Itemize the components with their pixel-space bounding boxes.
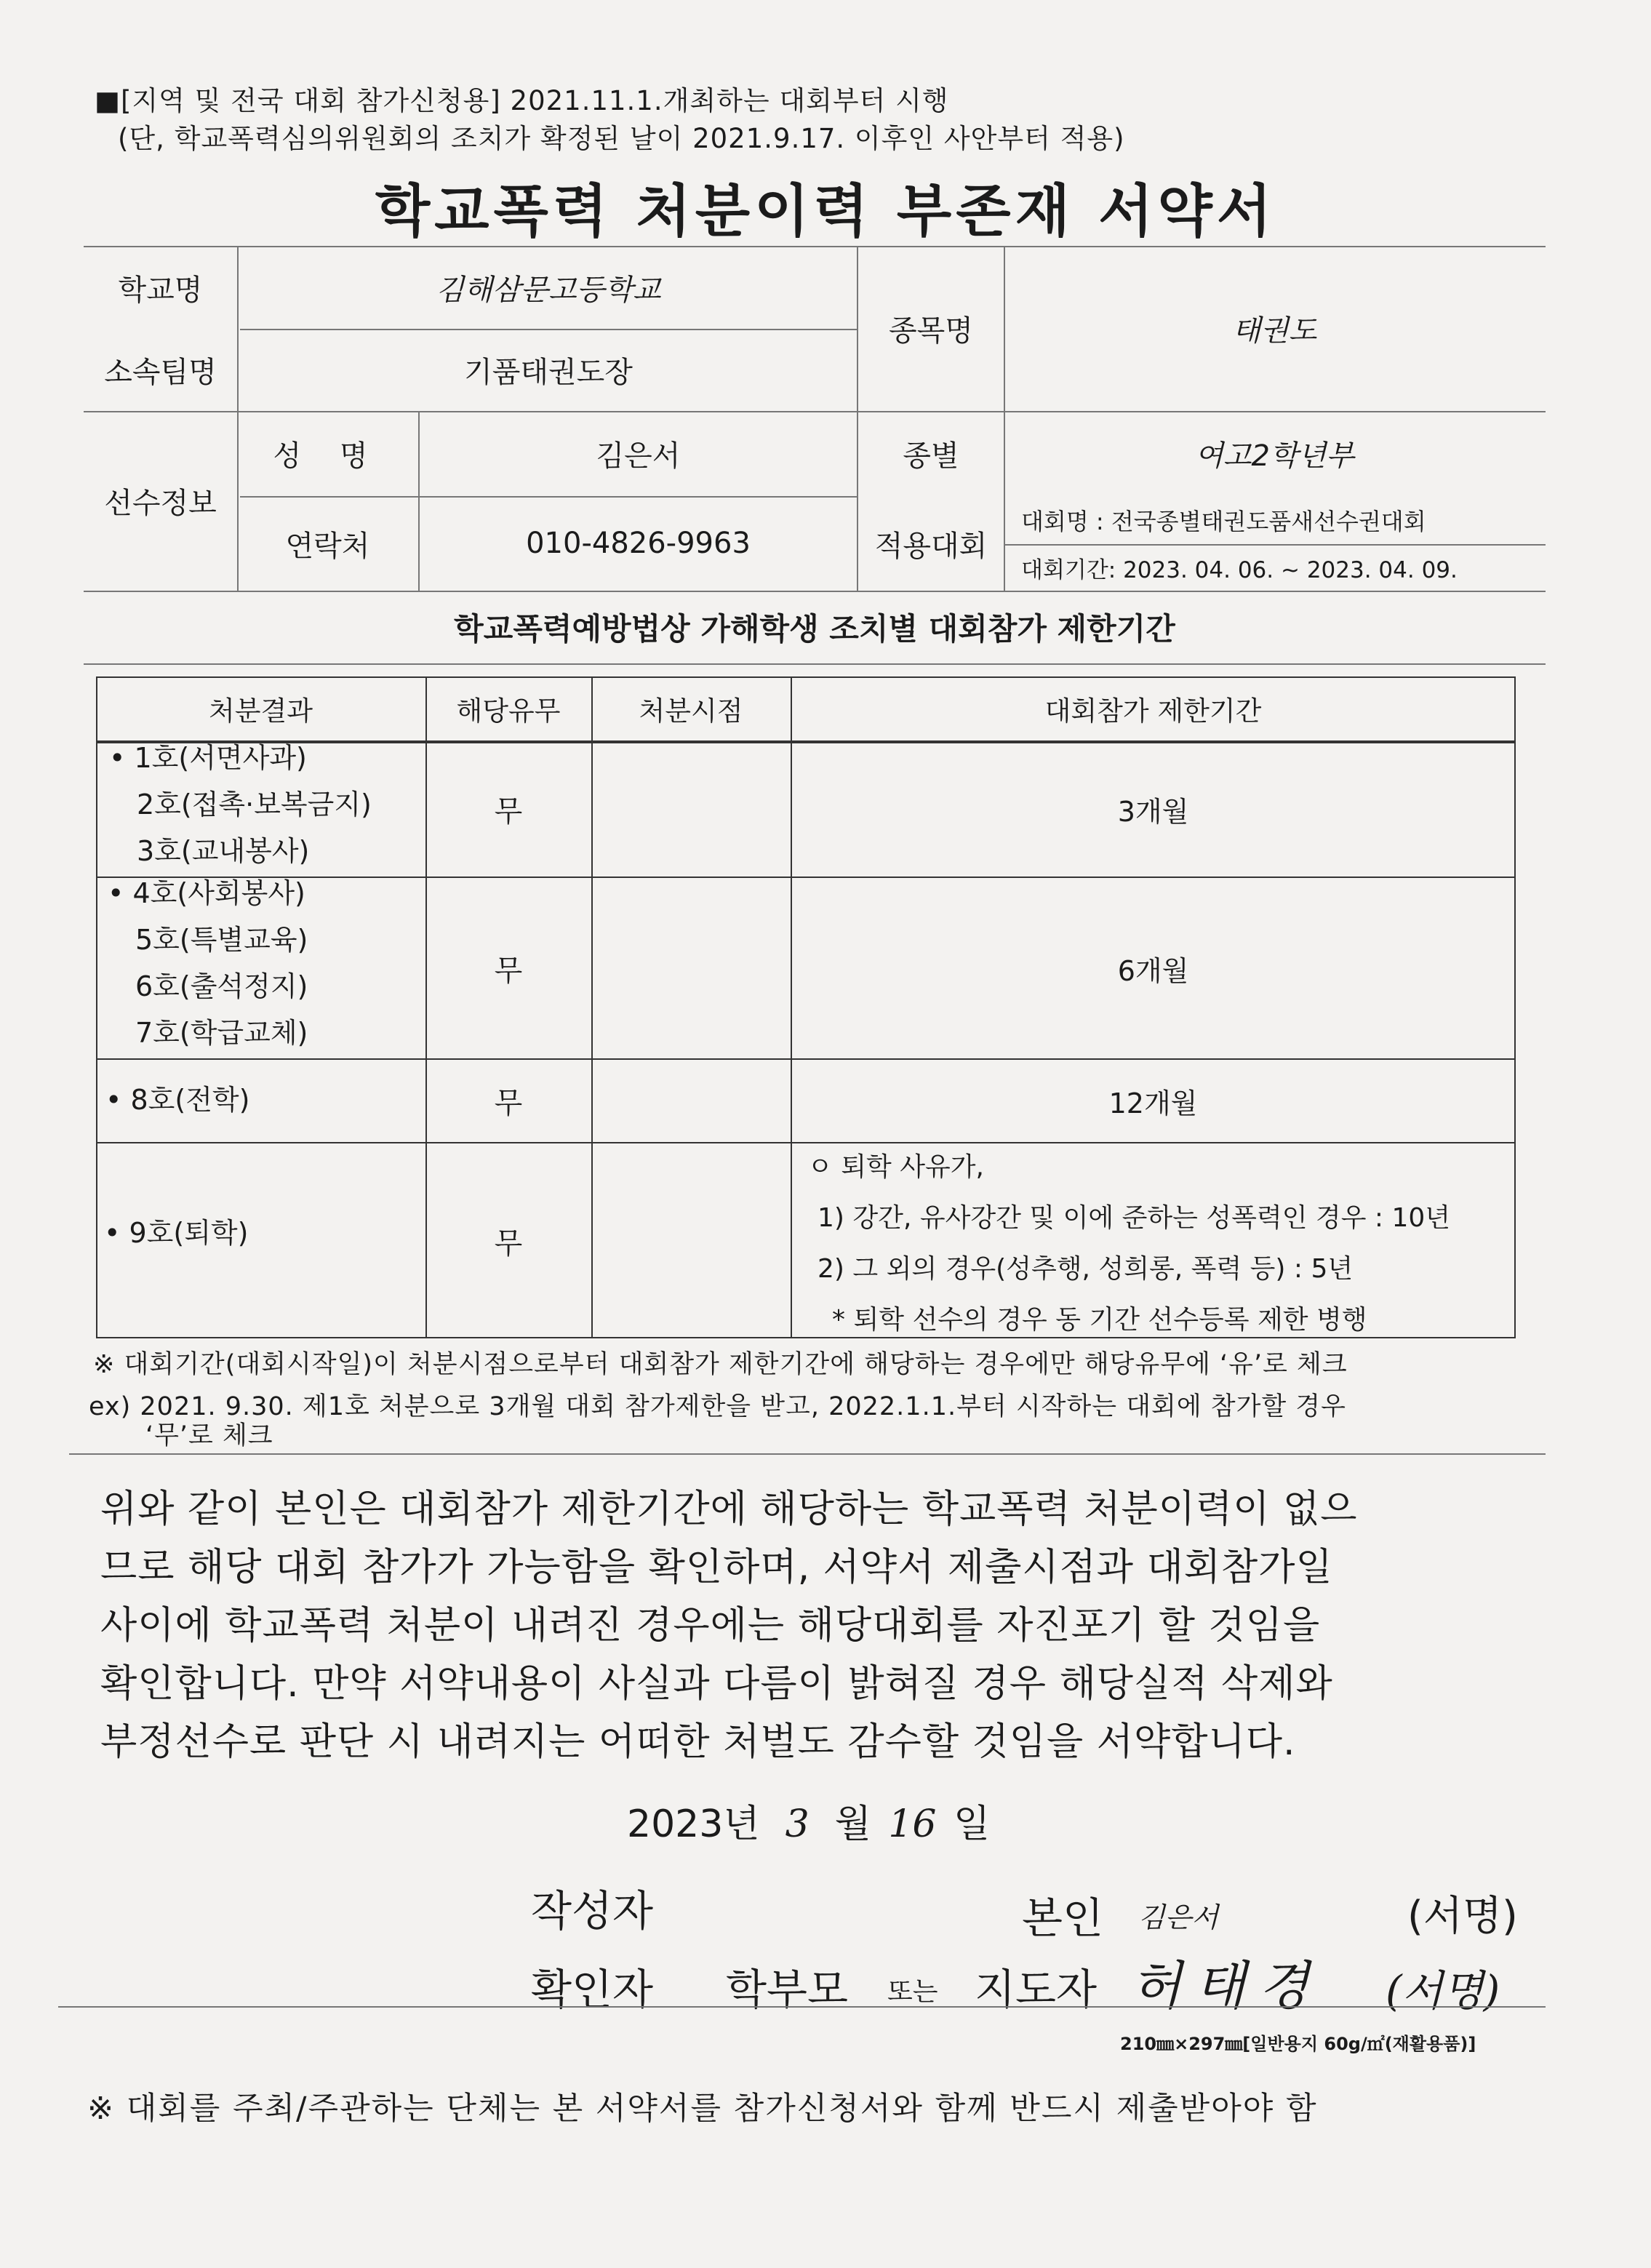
header-notice-line2: (단, 학교폭력심의위원회의 조치가 확정된 날이 2021.9.17. 이후인 사안부터 적용)	[118, 123, 1125, 154]
pledge-line: 확인합니다. 만약 서약내용이 사실과 다름이 밝혀질 경우 해당실적 삭제와	[100, 1662, 1333, 1706]
event-name: 대회명 : 전국종별태권도품새선수권대회	[1021, 508, 1426, 535]
table-row-result	[104, 1210, 248, 1256]
result-line: 2호(접촉·보복금지)	[137, 788, 372, 820]
note-check-rule: ※ 대회기간(대회시작일)이 처분시점으로부터 대회참가 제한기간에 해당하는 경우에만 해당유무에 ‘유’로 체크	[93, 1350, 1348, 1379]
school-label: 학교명	[118, 273, 203, 307]
table-row-result	[109, 735, 372, 874]
category-value: 여고2학년부	[1195, 439, 1354, 473]
parent-label: 학부모	[726, 1965, 849, 2014]
contact-value: 010-4826-9963	[526, 527, 751, 560]
table-row-result	[108, 870, 308, 1056]
confirmer-label: 확인자	[531, 1965, 654, 2014]
col-header-applicable: 해당유무	[456, 695, 561, 727]
coach-seal: (서명)	[1386, 1966, 1500, 2016]
pledge-line: 위와 같이 본인은 대회참가 제한기간에 해당하는 학교폭력 처분이력이 없으	[100, 1488, 1358, 1531]
event-period: 대회기간: 2023. 04. 06. ~ 2023. 04. 09.	[1021, 556, 1458, 583]
expulsion-period-text	[807, 1142, 1450, 1346]
date-day-unit: 일	[953, 1802, 991, 1846]
applicable-value: 무	[494, 795, 523, 828]
sport-value: 태권도	[1232, 314, 1317, 348]
note-example: ex) 2021. 9.30. 제1호 처분으로 3개월 대회 참가제한을 받고, 2022.1.1.부터 시작하는 대회에 참가할 경우	[89, 1392, 1346, 1421]
pledge-paragraph	[100, 1480, 1526, 1771]
period-value: 3개월	[1117, 796, 1189, 828]
date-day: 16	[888, 1802, 937, 1846]
team-label: 소속팀명	[104, 356, 217, 389]
result-line: 7호(학급교체)	[135, 1017, 308, 1049]
category-label: 종별	[903, 439, 959, 473]
col-header-result: 처분결과	[209, 695, 313, 727]
or-label: 또는	[887, 1977, 938, 2007]
coach-signature: 허태경	[1131, 1955, 1322, 2016]
self-label: 본인	[1022, 1893, 1104, 1943]
pledge-line: 사이에 학교폭력 처분이 내려진 경우에는 해당대회를 자진포기 할 것임을	[100, 1604, 1321, 1648]
name-value: 김은서	[596, 439, 681, 473]
footer-notice: ※ 대회를 주최/주관하는 단체는 본 서약서를 참가신청서와 함께 반드시 제출받아야 함	[87, 2091, 1318, 2127]
date-month: 3	[785, 1802, 809, 1846]
result-line: • 9호(퇴학)	[104, 1217, 249, 1249]
period-line: ㅇ 퇴학 사유가,	[807, 1152, 984, 1182]
result-line: • 1호(서면사과)	[109, 742, 307, 774]
notes-rule	[69, 1453, 1546, 1455]
period-line: * 퇴학 선수의 경우 동 기간 선수등록 제한 병행	[832, 1305, 1367, 1335]
document-title: 학교폭력 처분이력 부존재 서약서	[375, 179, 1276, 244]
applicable-value: 무	[494, 1226, 523, 1261]
self-signature: 김은서	[1138, 1901, 1219, 1933]
period-value: 6개월	[1117, 954, 1189, 987]
self-seal: (서명)	[1407, 1893, 1518, 1940]
date-year: 2023년	[627, 1802, 760, 1846]
signing-date	[627, 1793, 990, 1848]
team-value: 기품태권도장	[464, 356, 633, 389]
applicable-value: 무	[494, 1087, 523, 1120]
header-notice-line1: ■[지역 및 전국 대회 참가신청용] 2021.11.1.개최하는 대회부터 시행	[95, 85, 949, 116]
table-col-rule	[591, 676, 593, 1338]
pledge-line: 므로 해당 대회 참가가 가능함을 확인하며, 서약서 제출시점과 대회참가일	[100, 1546, 1333, 1589]
period-value: 12개월	[1108, 1087, 1198, 1119]
contact-label: 연락처	[285, 529, 370, 563]
col-header-time: 처분시점	[639, 695, 743, 727]
note-example-cont: ‘무’로 체크	[145, 1421, 273, 1450]
result-line: 6호(출석정지)	[135, 970, 308, 1002]
event-label: 적용대회	[874, 529, 988, 563]
signature-rule	[58, 2006, 1546, 2008]
period-line: 1) 강간, 유사강간 및 이에 준하는 성폭력인 경우 : 10년	[817, 1203, 1451, 1233]
name-label: 성 명	[273, 439, 383, 473]
result-line: • 4호(사회봉사)	[108, 877, 305, 909]
result-line: 3호(교내봉사)	[137, 835, 310, 867]
sport-label: 종목명	[889, 314, 973, 348]
col-header-period: 대회참가 제한기간	[1044, 695, 1262, 727]
result-line: 5호(특별교육)	[135, 924, 308, 956]
date-month-unit: 월	[834, 1802, 871, 1846]
school-value: 김해삼문고등학교	[436, 273, 661, 307]
applicable-value: 무	[494, 954, 523, 988]
athlete-info-label: 선수정보	[104, 487, 217, 520]
period-line: 2) 그 외의 경우(성추행, 성희롱, 폭력 등) : 5년	[817, 1254, 1354, 1284]
result-line: • 8호(전학)	[105, 1084, 250, 1116]
section-title: 학교폭력예방법상 가해학생 조치별 대회참가 제한기간	[454, 611, 1175, 647]
coach-label: 지도자	[975, 1965, 1098, 2014]
pledge-line: 부정선수로 판단 시 내려지는 어떠한 처벌도 감수할 것임을 서약합니다.	[100, 1720, 1296, 1764]
section-rule	[84, 663, 1546, 665]
info-bottom-border	[84, 591, 1546, 592]
table-row-result	[105, 1077, 249, 1123]
paper-spec: 210㎜×297㎜[일반용지 60g/㎡(재활용품)]	[1120, 2034, 1476, 2054]
writer-label: 작성자	[531, 1886, 654, 1936]
